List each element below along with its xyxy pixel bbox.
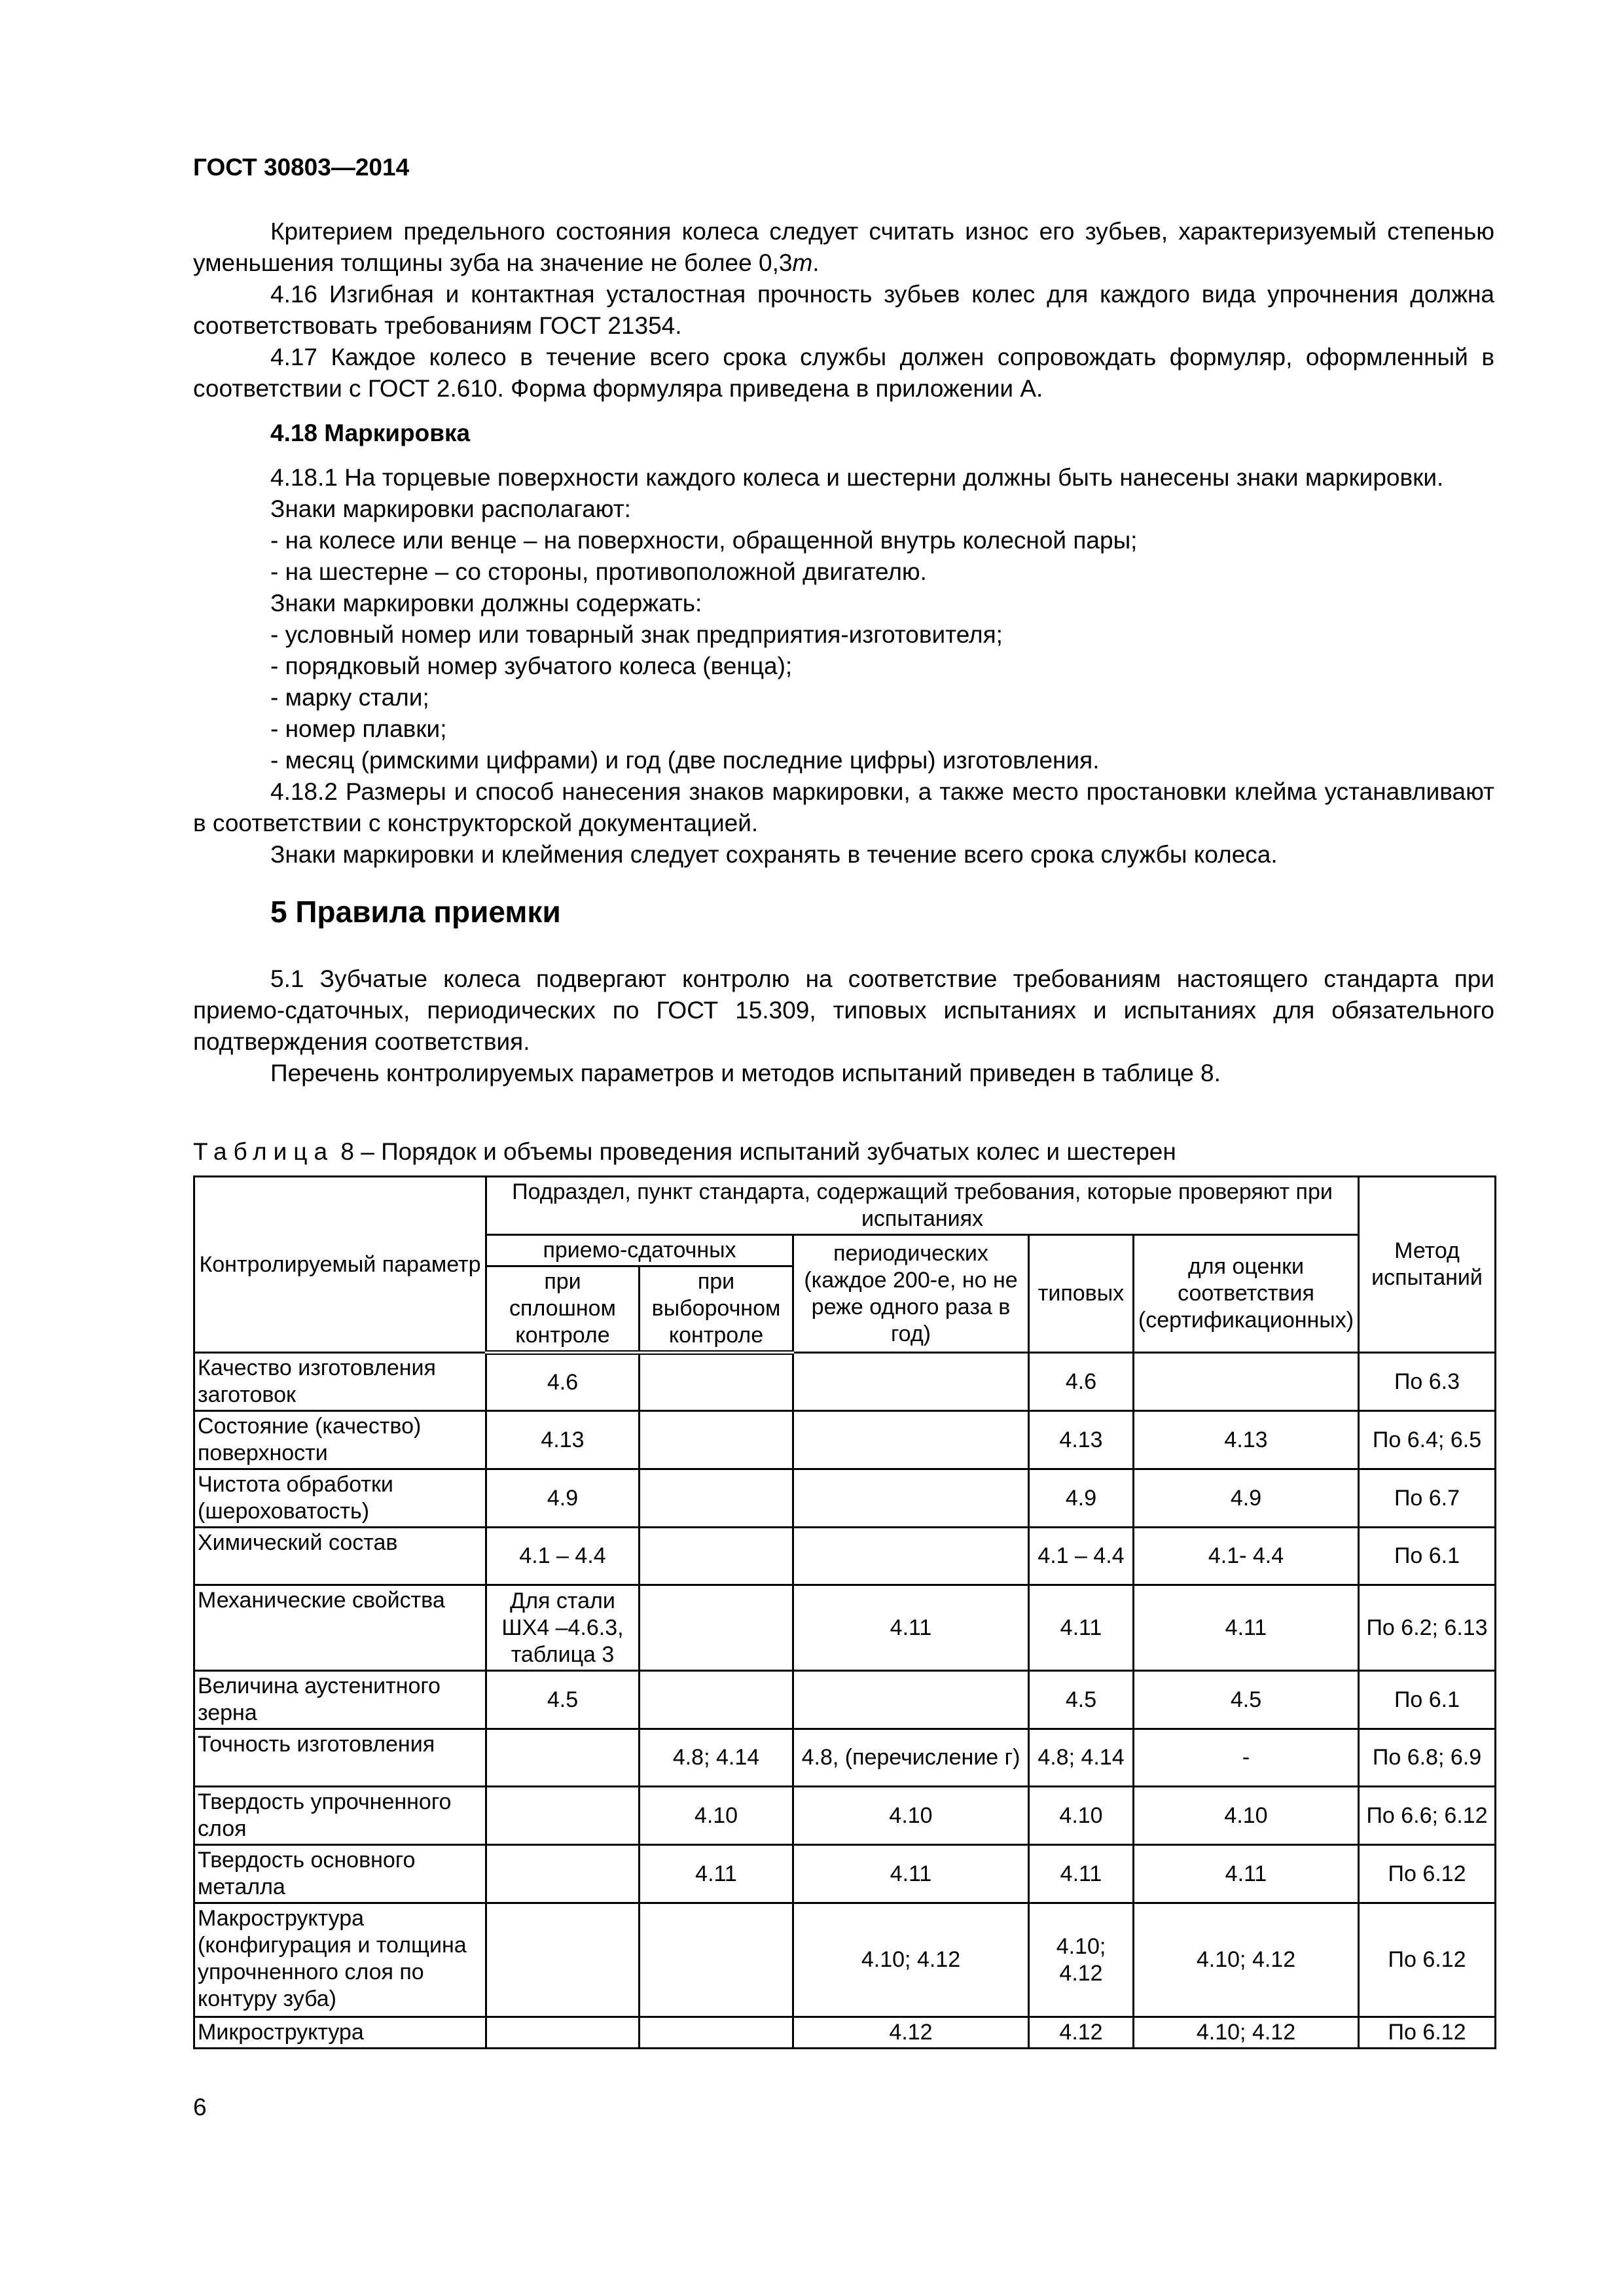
table-row: Макроструктура (конфигурация и толщина упрочненного слоя по контуру зуба) 4.10; 4.12 4.10; 4.12 4.10; 4.12 По 6.12 [194,1903,1496,2017]
header-conformity: для оценки соответствия (сертификационных) [1134,1235,1359,1353]
list-item: - марку стали; [270,684,429,711]
module-variable: m [792,249,813,276]
list-item: - порядковый номер зубчатого колеса (венца); [270,653,793,679]
paragraph-marking-preservation: Знаки маркировки и клеймения следует сохранять в течение всего срока службы колеса. [270,841,1278,868]
list-item: - условный номер или товарный знак предприятия-изготовителя; [270,621,1003,648]
document-header: ГОСТ 30803—2014 [193,154,410,181]
header-type: типовых [1029,1235,1134,1353]
body-text [193,216,1494,1089]
list-item: - на шестерне – со стороны, противоположной двигателю. [270,558,927,585]
header-periodic: периодических (каждое 200-е, но не реже одного раза в год) [793,1235,1029,1353]
paragraph-4-17: 4.17 Каждое колесо в течение всего срока службы должен сопровождать формуляр, оформленный в соответствии с ГОСТ 2.610. Форма формуляра приведена в приложении А. [193,344,1494,402]
table-row: Механические свойства Для стали ШХ4 –4.6.3, таблица 3 4.11 4.11 4.11 По 6.2; 6.13 [194,1585,1496,1671]
table-row: Чистота обработки (шероховатость) 4.9 4.9 4.9 По 6.7 [194,1469,1496,1528]
tests-table [193,1175,1496,2049]
list-item: - номер плавки; [270,715,447,742]
table-row: Качество изготовления заготовок 4.6 4.6 По 6.3 [194,1353,1496,1411]
paragraph-4-18-2: 4.18.2 Размеры и способ нанесения знаков маркировки, а также место простановки клейма устанавливают в соответствии с конструкторской документацией. [193,778,1494,836]
list-item: - на колесе или венце – на поверхности, обращенной внутрь колесной пары; [270,527,1138,554]
header-acceptance: приемо-сдаточных [486,1235,793,1266]
heading-4-18: 4.18 Маркировка [270,420,471,446]
table-row: Микроструктура 4.12 4.12 4.10; 4.12 По 6.12 [194,2017,1496,2049]
paragraph-wear-criterion: Критерием предельного состояния колеса следует считать износ его зубьев, характеризуемый степенью уменьшения толщины зуба на значение не более 0,3m. [193,218,1494,276]
header-sample-control: при выборочном контроле [640,1266,793,1353]
paragraph-marking-content: Знаки маркировки должны содержать: [270,590,702,617]
section-heading-5: 5 Правила приемки [270,895,561,929]
paragraph-table-reference: Перечень контролируемых параметров и методов испытаний приведен в таблице 8. [270,1060,1221,1086]
table-row: Точность изготовления 4.8; 4.14 4.8, (перечисление г) 4.8; 4.14 - По 6.8; 6.9 [194,1729,1496,1787]
paragraph-4-16: 4.16 Изгибная и контактная усталостная прочность зубьев колес для каждого вида упрочнения должна соответствовать требованиям ГОСТ 21354. [193,281,1494,339]
paragraph-5-1: 5.1 Зубчатые колеса подвергают контролю на соответствие требованиям настоящего стандарта при приемо-сдаточных, периодических по ГОСТ 15.309, типовых испытаниях и испытаниях для обязательного подтверждения соответствия. [193,965,1494,1055]
header-group: Подраздел, пункт стандарта, содержащий требования, которые проверяют при испытаниях [486,1177,1359,1235]
table-row: Твердость упрочненного слоя 4.10 4.10 4.10 4.10 По 6.6; 6.12 [194,1787,1496,1845]
header-method: Метод испытаний [1359,1177,1496,1353]
paragraph-marking-placement: Знаки маркировки располагают: [270,495,631,522]
page-number: 6 [193,2094,207,2121]
paragraph-4-18-1: 4.18.1 На торцевые поверхности каждого колеса и шестерни должны быть нанесены знаки маркировки. [270,464,1444,491]
table-row: Химический состав 4.1 – 4.4 4.1 – 4.4 4.1- 4.4 По 6.1 [194,1528,1496,1585]
table-row: Твердость основного металла 4.11 4.11 4.11 4.11 По 6.12 [194,1845,1496,1903]
list-item: - месяц (римскими цифрами) и год (две последние цифры) изготовления. [270,747,1100,774]
header-param: Контролируемый параметр [194,1177,486,1353]
table-body [194,1353,1496,2049]
table-caption: Таблица 8 – Порядок и объемы проведения испытаний зубчатых колес и шестерен [193,1138,1176,1165]
table-row: Состояние (качество) поверхности 4.13 4.13 4.13 По 6.4; 6.5 [194,1411,1496,1469]
table-row: Величина аустенитного зерна 4.5 4.5 4.5 По 6.1 [194,1671,1496,1729]
header-full-control: при сплошном контроле [486,1266,640,1353]
